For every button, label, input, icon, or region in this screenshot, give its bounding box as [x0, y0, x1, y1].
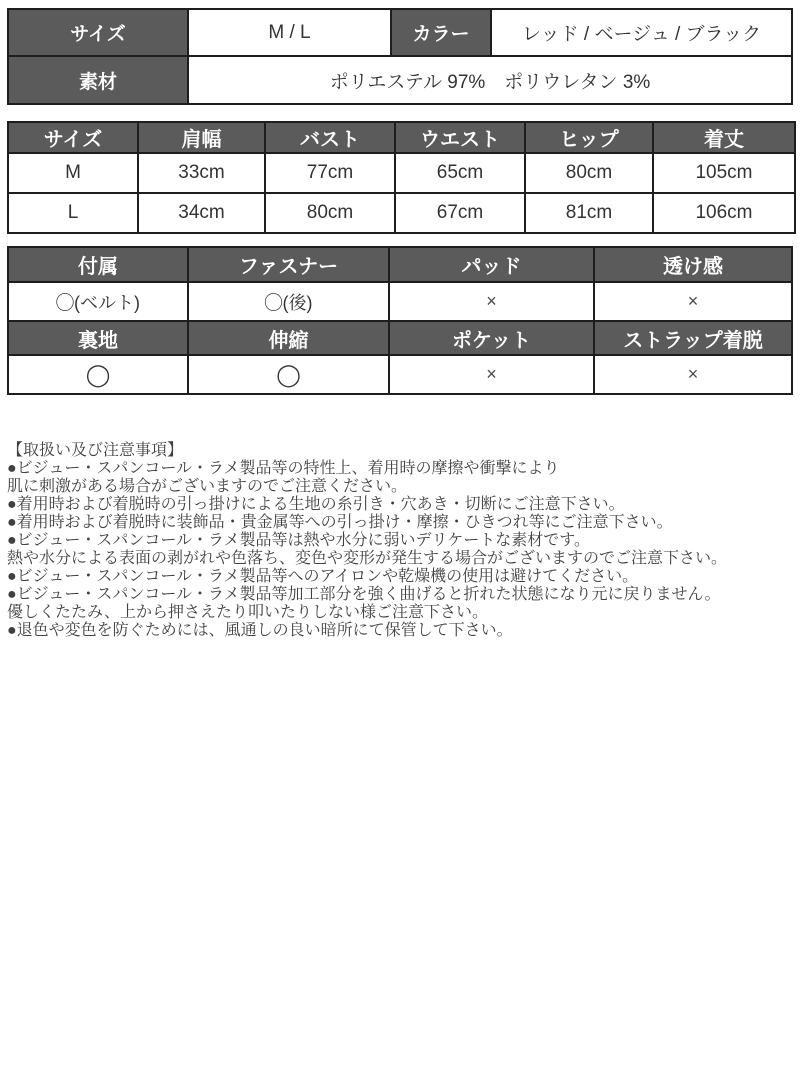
feature-value: ◯: [8, 355, 188, 394]
features-value-row-1: [8, 282, 792, 321]
care-note-line: ●ビジュー・スパンコール・ラメ製品等の特性上、着用時の摩擦や衝撃により: [7, 460, 560, 477]
measurement-cell: 81cm: [525, 193, 653, 233]
features-table: [7, 246, 793, 395]
feature-header: ストラップ着脱: [594, 321, 792, 355]
feature-header: ファスナー: [188, 247, 389, 282]
measurement-cell: 105cm: [653, 153, 795, 193]
features-header-row-1: [8, 247, 792, 282]
feature-header: ポケット: [389, 321, 594, 355]
care-note-line: ●ビジュー・スパンコール・ラメ製品等は熱や水分に弱いデリケートな素材です。: [7, 532, 590, 549]
size-chart-table: [7, 121, 796, 234]
care-notes: [7, 442, 793, 640]
feature-header: 裏地: [8, 321, 188, 355]
color-value: レッド / ベージュ / ブラック: [491, 9, 792, 56]
care-notes-title: 【取扱い及び注意事項】: [7, 442, 184, 459]
measurement-cell: 34cm: [138, 193, 265, 233]
feature-header: 伸縮: [188, 321, 389, 355]
measurement-cell: 65cm: [395, 153, 525, 193]
care-note-line: 肌に刺激がある場合がございますのでご注意ください。: [7, 478, 408, 495]
size-chart-header: バスト: [265, 122, 395, 153]
feature-value: ×: [594, 282, 792, 321]
size-chart-row-m: [8, 153, 795, 193]
feature-header: 付属: [8, 247, 188, 282]
measurement-cell: 33cm: [138, 153, 265, 193]
feature-header: 透け感: [594, 247, 792, 282]
measurement-cell: 67cm: [395, 193, 525, 233]
color-label: カラー: [391, 9, 491, 56]
size-chart-row-l: [8, 193, 795, 233]
measurement-cell: L: [8, 193, 138, 233]
material-value: ポリエステル 97% ポリウレタン 3%: [188, 56, 792, 104]
feature-value: ×: [389, 282, 594, 321]
size-chart-header: 肩幅: [138, 122, 265, 153]
care-note-line: ●着用時および着脱時の引っ掛けによる生地の糸引き・穴あき・切断にご注意下さい。: [7, 496, 625, 513]
care-note-line: ●着用時および着脱時に装飾品・貴金属等への引っ掛け・摩擦・ひきつれ等にご注意下さい。: [7, 514, 673, 531]
size-chart-header: サイズ: [8, 122, 138, 153]
measurement-cell: 80cm: [525, 153, 653, 193]
size-chart-header: ヒップ: [525, 122, 653, 153]
measurement-cell: M: [8, 153, 138, 193]
product-info-table: [7, 8, 793, 105]
material-label: 素材: [8, 56, 188, 104]
measurement-cell: 80cm: [265, 193, 395, 233]
size-chart-header-row: [8, 122, 795, 153]
feature-header: パッド: [389, 247, 594, 282]
care-note-line: 優しくたたみ、上から押さえたり叩いたりしない様ご注意下さい。: [7, 604, 488, 621]
size-value: M / L: [188, 9, 391, 56]
feature-value: ◯: [188, 355, 389, 394]
features-header-row-2: [8, 321, 792, 355]
care-note-line: 熱や水分による表面の剥がれや色落ち、変色や変形が発生する場合がございますのでご注意下さい。: [7, 550, 728, 567]
feature-value: ×: [389, 355, 594, 394]
care-note-line: ●ビジュー・スパンコール・ラメ製品等へのアイロンや乾燥機の使用は避けてください。: [7, 568, 639, 585]
features-value-row-2: [8, 355, 792, 394]
size-chart-header: ウエスト: [395, 122, 525, 153]
care-note-line: ●ビジュー・スパンコール・ラメ製品等加工部分を強く曲げると折れた状態になり元に戻りません。: [7, 586, 721, 603]
measurement-cell: 106cm: [653, 193, 795, 233]
care-note-line: ●退色や変色を防ぐためには、風通しの良い暗所にて保管して下さい。: [7, 622, 513, 639]
feature-value: ◯(後): [188, 282, 389, 321]
feature-value: ◯(ベルト): [8, 282, 188, 321]
size-label: サイズ: [8, 9, 188, 56]
measurement-cell: 77cm: [265, 153, 395, 193]
feature-value: ×: [594, 355, 792, 394]
size-chart-header: 着丈: [653, 122, 795, 153]
